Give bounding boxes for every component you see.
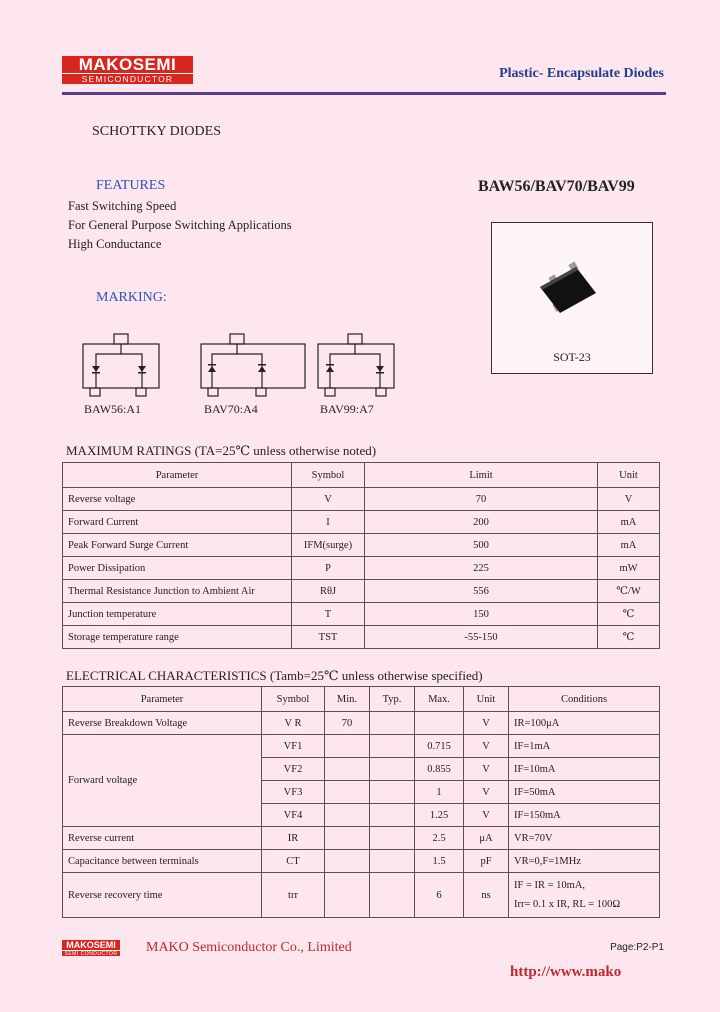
- symbol-cell: VF1: [262, 735, 325, 758]
- marking-label: BAV99:A7: [320, 402, 374, 416]
- typ-cell: [370, 873, 415, 918]
- feature-item: Fast Switching Speed: [68, 199, 177, 213]
- max-cell: 2.5: [415, 827, 464, 850]
- table-row: [63, 580, 660, 603]
- marking-heading: MARKING:: [96, 290, 167, 305]
- max-ratings-title: MAXIMUM RATINGS (TA=25℃ unless otherwise noted): [66, 443, 377, 458]
- symbol-cell: VF3: [262, 781, 325, 804]
- max-cell: 6: [415, 873, 464, 918]
- page-title: SCHOTTKY DIODES: [92, 124, 221, 139]
- page-number: Page:P2-P1: [610, 942, 664, 953]
- header-cell: Conditions: [509, 687, 660, 712]
- unit-cell: ℃/W: [598, 580, 660, 603]
- symbol-cell: RθJ: [292, 580, 365, 603]
- min-cell: 70: [325, 712, 370, 735]
- cond-cell: IF=150mA: [509, 804, 660, 827]
- cond-cell: IF=50mA: [509, 781, 660, 804]
- table-row: [63, 712, 660, 735]
- unit-cell: μA: [464, 827, 509, 850]
- cond-cell: IF=10mA: [509, 758, 660, 781]
- table-row: [63, 850, 660, 873]
- unit-cell: mA: [598, 511, 660, 534]
- param-cell: Reverse voltage: [63, 488, 292, 511]
- param-cell: Forward Current: [63, 511, 292, 534]
- unit-cell: ns: [464, 873, 509, 918]
- header-rule: [62, 92, 666, 95]
- unit-cell: pF: [464, 850, 509, 873]
- param-cell: Reverse Breakdown Voltage: [63, 712, 262, 735]
- max-cell: [415, 712, 464, 735]
- header-cell: Unit: [598, 463, 660, 488]
- table-row: [63, 534, 660, 557]
- param-cell: Reverse current: [63, 827, 262, 850]
- website-link[interactable]: http://www.mako: [510, 964, 622, 980]
- unit-cell: ℃: [598, 603, 660, 626]
- brand-logo: [62, 56, 193, 84]
- min-cell: [325, 781, 370, 804]
- header-cell: Parameter: [63, 463, 292, 488]
- table-row: [63, 873, 660, 918]
- cond-cell: IR=100μA: [509, 712, 660, 735]
- limit-cell: 70: [365, 488, 598, 511]
- param-cell: Storage temperature range: [63, 626, 292, 649]
- symbol-cell: IR: [262, 827, 325, 850]
- max-cell: 1: [415, 781, 464, 804]
- cond-cell: VR=70V: [509, 827, 660, 850]
- max-cell: 0.715: [415, 735, 464, 758]
- min-cell: [325, 735, 370, 758]
- company-name: MAKO Semiconductor Co., Limited: [146, 940, 352, 955]
- min-cell: [325, 827, 370, 850]
- param-cell: Capacitance between terminals: [63, 850, 262, 873]
- typ-cell: [370, 781, 415, 804]
- unit-cell: mW: [598, 557, 660, 580]
- unit-cell: V: [464, 712, 509, 735]
- features-heading: FEATURES: [96, 178, 166, 193]
- min-cell: [325, 850, 370, 873]
- logo-text: MAKOSEMI: [78, 55, 177, 74]
- min-cell: [325, 758, 370, 781]
- max-cell: 1.25: [415, 804, 464, 827]
- cond-cell: [509, 873, 660, 918]
- electrical-title: ELECTRICAL CHARACTERISTICS (Tamb=25℃ unless otherwise specified): [66, 668, 483, 683]
- param-cell: Junction temperature: [63, 603, 292, 626]
- table-row: [63, 827, 660, 850]
- symbol-cell: VF2: [262, 758, 325, 781]
- symbol-cell: V R: [262, 712, 325, 735]
- header-cell: Symbol: [292, 463, 365, 488]
- table-row: [63, 488, 660, 511]
- unit-cell: ℃: [598, 626, 660, 649]
- logo-subtext: SEMICONDUCTOR: [62, 73, 193, 84]
- unit-cell: V: [598, 488, 660, 511]
- unit-cell: V: [464, 804, 509, 827]
- table-row: [63, 557, 660, 580]
- cond-cell: VR=0,F=1MHz: [509, 850, 660, 873]
- min-cell: [325, 873, 370, 918]
- table-header-row: [63, 463, 660, 488]
- footer-logo-subtext: SEMI CONDUCTOR: [62, 950, 120, 957]
- symbol-cell: CT: [262, 850, 325, 873]
- marking-diagrams: [80, 330, 420, 402]
- min-cell: [325, 804, 370, 827]
- table-header-row: [63, 687, 660, 712]
- param-cell: Reverse recovery time: [63, 873, 262, 918]
- symbol-cell: VF4: [262, 804, 325, 827]
- cond-line: Irr= 0.1 x IR, RL = 100Ω: [514, 899, 621, 910]
- header-cell: Unit: [464, 687, 509, 712]
- symbol-cell: TST: [292, 626, 365, 649]
- table-row: [63, 626, 660, 649]
- table-row: [63, 511, 660, 534]
- symbol-cell: I: [292, 511, 365, 534]
- table-row: [63, 735, 660, 758]
- header-cell: Symbol: [262, 687, 325, 712]
- symbol-cell: T: [292, 603, 365, 626]
- limit-cell: 500: [365, 534, 598, 557]
- header-cell: Parameter: [63, 687, 262, 712]
- limit-cell: 225: [365, 557, 598, 580]
- category-title: Plastic- Encapsulate Diodes: [499, 66, 664, 81]
- package-label: SOT-23: [553, 350, 591, 364]
- typ-cell: [370, 712, 415, 735]
- header-cell: Min.: [325, 687, 370, 712]
- typ-cell: [370, 850, 415, 873]
- param-cell: Peak Forward Surge Current: [63, 534, 292, 557]
- cond-cell: IF=1mA: [509, 735, 660, 758]
- typ-cell: [370, 827, 415, 850]
- symbol-cell: IFM(surge): [292, 534, 365, 557]
- footer-logo-text: MAKOSEMI: [66, 940, 116, 950]
- typ-cell: [370, 758, 415, 781]
- max-ratings-table: [62, 462, 660, 649]
- limit-cell: 150: [365, 603, 598, 626]
- header-cell: Typ.: [370, 687, 415, 712]
- unit-cell: mA: [598, 534, 660, 557]
- unit-cell: V: [464, 781, 509, 804]
- feature-item: For General Purpose Switching Applications: [68, 218, 292, 232]
- limit-cell: -55-150: [365, 626, 598, 649]
- limit-cell: 556: [365, 580, 598, 603]
- symbol-cell: P: [292, 557, 365, 580]
- table-row: [63, 603, 660, 626]
- footer-logo: [62, 940, 120, 956]
- unit-cell: V: [464, 735, 509, 758]
- typ-cell: [370, 735, 415, 758]
- param-cell: Power Dissipation: [63, 557, 292, 580]
- marking-label: BAV70:A4: [204, 402, 258, 416]
- param-cell: Forward voltage: [63, 735, 262, 827]
- max-cell: 1.5: [415, 850, 464, 873]
- param-cell: Thermal Resistance Junction to Ambient Air: [63, 580, 292, 603]
- typ-cell: [370, 804, 415, 827]
- symbol-cell: trr: [262, 873, 325, 918]
- marking-label: BAW56:A1: [84, 402, 142, 416]
- electrical-table: [62, 686, 660, 918]
- max-cell: 0.855: [415, 758, 464, 781]
- cond-line: IF = IR = 10mA,: [514, 880, 586, 891]
- part-numbers: BAW56/BAV70/BAV99: [478, 178, 635, 195]
- limit-cell: 200: [365, 511, 598, 534]
- header-cell: Max.: [415, 687, 464, 712]
- feature-item: High Conductance: [68, 237, 162, 251]
- symbol-cell: V: [292, 488, 365, 511]
- unit-cell: V: [464, 758, 509, 781]
- header-cell: Limit: [365, 463, 598, 488]
